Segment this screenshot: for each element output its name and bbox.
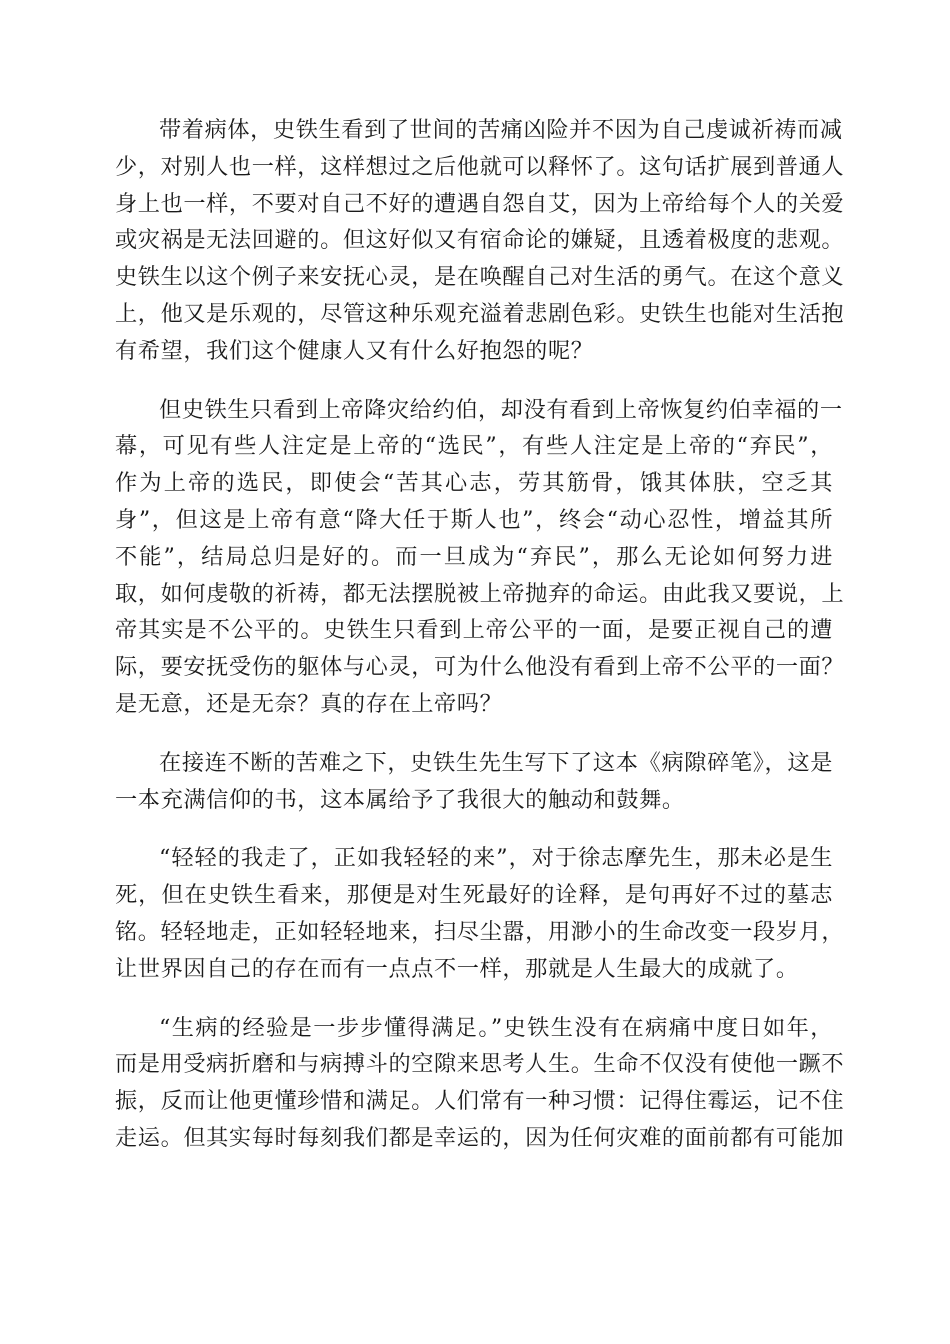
paragraph-line: 身”，但这是上帝有意“降大任于斯人也”，终会“动心忍性，增益其所 bbox=[115, 506, 833, 533]
paragraph-line: 或灾祸是无法回避的。但这好似又有宿命论的嫌疑，且透着极度的悲观。 bbox=[115, 227, 845, 254]
paragraph-line: 身上也一样，不要对自己不好的遭遇自怨自艾，因为上帝给每个人的关爱 bbox=[115, 190, 845, 217]
paragraph-line: 史铁生以这个例子来安抚心灵，是在唤醒自己对生活的勇气。在这个意义 bbox=[115, 264, 845, 291]
paragraph-line: 不能”，结局总归是好的。而一旦成为“弃民”，那么无论如何努力进 bbox=[115, 543, 833, 570]
paragraph-line: 走运。但其实每时每刻我们都是幸运的，因为任何灾难的面前都有可能加 bbox=[115, 1124, 845, 1151]
paragraph-line: 际，要安抚受伤的躯体与心灵，可为什么他没有看到上帝不公平的一面？ bbox=[115, 654, 845, 681]
paragraph-line: 而是用受病折磨和与病搏斗的空隙来思考人生。生命不仅没有使他一蹶不 bbox=[115, 1051, 845, 1078]
paragraph-line: 少，对别人也一样，这样想过之后他就可以释怀了。这句话扩展到普通人 bbox=[115, 153, 845, 180]
paragraph-5 bbox=[115, 1010, 845, 1157]
paragraph-line: 带着病体，史铁生看到了世间的苦痛凶险并不因为自己虔诚祈祷而减 bbox=[159, 117, 843, 143]
paragraph-line: 振，反而让他更懂珍惜和满足。人们常有一种习惯：记得住霉运，记不住 bbox=[115, 1088, 845, 1115]
paragraph-line: “生病的经验是一步步懂得满足。”史铁生没有在病痛中度日如年， bbox=[159, 1014, 833, 1041]
paragraph-line: 作为上帝的选民，即使会“苦其心志，劳其筋骨，饿其体肤，空乏其 bbox=[115, 470, 833, 497]
paragraph-line: 一本充满信仰的书，这本属给予了我很大的触动和鼓舞。 bbox=[115, 786, 685, 813]
paragraph-line: 幕，可见有些人注定是上帝的“选民”，有些人注定是上帝的“弃民”， bbox=[115, 433, 833, 460]
paragraph-line: 取，如何虔敬的祈祷，都无法摆脱被上帝抛弃的命运。由此我又要说，上 bbox=[115, 580, 845, 607]
paragraph-line: 有希望，我们这个健康人又有什么好抱怨的呢？ bbox=[115, 337, 594, 364]
paragraph-line: 铭。轻轻地走，正如轻轻地来，扫尽尘嚣，用渺小的生命改变一段岁月， bbox=[115, 918, 845, 945]
paragraph-line: 是无意，还是无奈？真的存在上帝吗？ bbox=[115, 690, 503, 717]
paragraph-line: 在接连不断的苦难之下，史铁生先生写下了这本《病隙碎笔》，这是 bbox=[159, 749, 833, 776]
paragraph-line: 上，他又是乐观的，尽管这种乐观充溢着悲剧色彩。史铁生也能对生活抱 bbox=[115, 300, 845, 327]
paragraph-line: 死，但在史铁生看来，那便是对生死最好的诠释，是句再好不过的墓志 bbox=[115, 882, 833, 909]
paragraph-1 bbox=[115, 112, 845, 370]
paragraph-4 bbox=[115, 840, 845, 987]
paragraph-line: 帝其实是不公平的。史铁生只看到上帝公平的一面，是要正视自己的遭 bbox=[115, 617, 833, 644]
document-body bbox=[115, 112, 845, 1179]
paragraph-line: “轻轻的我走了，正如我轻轻的来”，对于徐志摩先生，那未必是生 bbox=[159, 845, 833, 872]
paragraph-line: 让世界因自己的存在而有一点点不一样，那就是人生最大的成就了。 bbox=[115, 955, 799, 982]
paragraph-3 bbox=[115, 745, 833, 819]
paragraph-2 bbox=[115, 392, 845, 723]
paragraph-line: 但史铁生只看到上帝降灾给约伯，却没有看到上帝恢复约伯幸福的一 bbox=[159, 396, 843, 423]
